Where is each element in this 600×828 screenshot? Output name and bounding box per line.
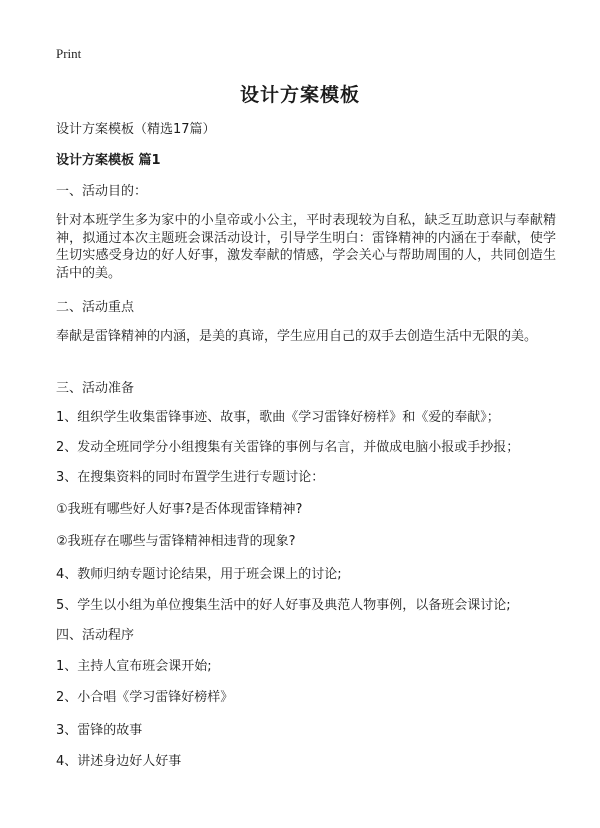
preparation-item-2: 2、发动全班同学分小组搜集有关雷锋的事例与名言，并做成电脑小报或手抄报；	[56, 440, 520, 455]
paragraph-activity-purpose: 针对本班学生多为家中的小皇帝或小公主，平时表现较为自私，缺乏互助意识与奉献精神，拟通过本次主题班会课活动设计，引导学生明白：雷锋精神的内涵在于奉献，使学生切实感受身边的好人好事，激发奉献的情感，学会关心与帮助周围的人，共同创造生活中的美。	[56, 213, 556, 281]
heading-activity-preparation: 三、活动准备	[56, 381, 135, 396]
heading-activity-purpose: 一、活动目的：	[56, 184, 148, 199]
heading-activity-focus: 二、活动重点	[56, 300, 135, 315]
procedure-item-4: 4、讲述身边好人好事	[56, 754, 182, 769]
document-title: 设计方案模板	[239, 84, 360, 106]
paragraph-activity-focus: 奉献是雷锋精神的内涵，是美的真谛，学生应用自己的双手去创造生活中无限的美。	[56, 329, 538, 344]
discussion-question-1: ①我班有哪些好人好事?是否体现雷锋精神?	[56, 502, 303, 517]
discussion-question-2: ②我班存在哪些与雷锋精神相违背的现象?	[56, 534, 296, 549]
heading-activity-procedure: 四、活动程序	[56, 628, 135, 643]
print-label[interactable]: Print	[56, 46, 82, 61]
document-subtitle: 设计方案模板（精选17篇）	[56, 122, 216, 137]
preparation-item-4: 4、教师归纳专题讨论结果，用于班会课上的讨论;	[56, 567, 342, 582]
preparation-item-3: 3、在搜集资料的同时布置学生进行专题讨论：	[56, 470, 325, 485]
preparation-item-1: 1、组织学生收集雷锋事迹、故事，歌曲《学习雷锋好榜样》和《爱的奉献》；	[56, 410, 500, 425]
procedure-item-1: 1、主持人宣布班会课开始;	[56, 659, 212, 674]
preparation-item-5: 5、学生以小组为单位搜集生活中的好人好事及典范人物事例，以备班会课讨论;	[56, 598, 511, 613]
section-heading: 设计方案模板 篇1	[56, 153, 161, 168]
procedure-item-2: 2、小合唱《学习雷锋好榜样》	[56, 690, 234, 705]
procedure-item-3: 3、雷锋的故事	[56, 723, 143, 738]
